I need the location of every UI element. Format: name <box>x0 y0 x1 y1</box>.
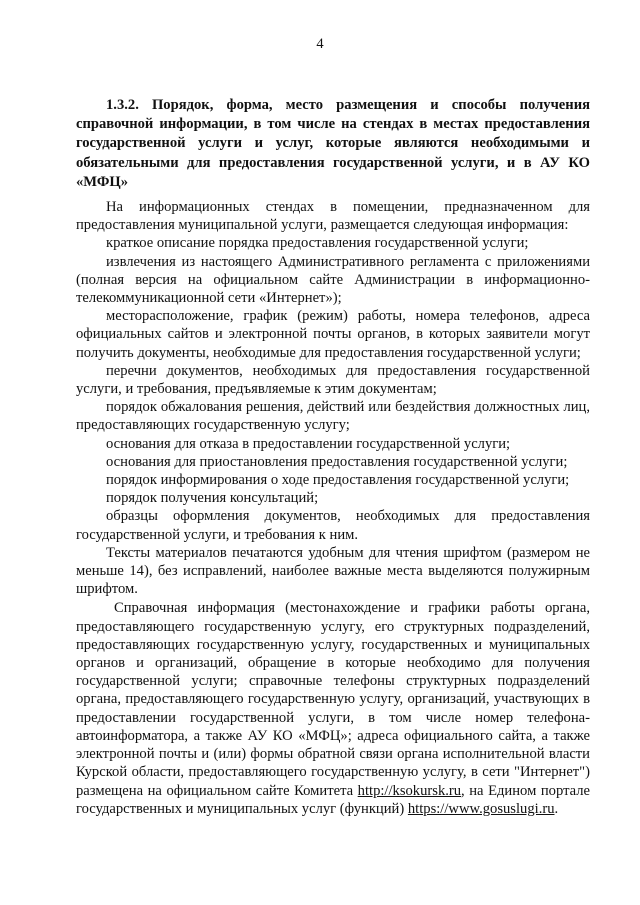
reference-info-paragraph <box>76 599 590 817</box>
document-body <box>76 198 590 818</box>
gosuslugi-link[interactable]: https://www.gosuslugi.ru <box>407 800 555 817</box>
reference-info-text: Справочная информация (местонахождение и графики работы органа, предоставляющего государственную услугу, его структурных подразделений, предоставляющих государственную услугу, государственных и муниципальных органов и организаций, обращение в которые необходимо для получения государственной услуги; справочные телефоны структурных подразделений органа, предоставляющего государственную услугу, организаций, участвующих в предоставлении государственной услуги, в том числе номер телефона-автоинформатора, а также АУ КО «МФЦ»; адреса официального сайта, а также электронной почты и (или) формы обратной связи органа исполнительной власти Курской области, предоставляющего государственную услугу, в сети "Интернет") размещена на официальном сайте Комитета <box>76 600 590 799</box>
list-item-paragraph: перечни документов, необходимых для предоставления государственной услуги, и требования, предъявляемые к этим документам; <box>76 362 590 398</box>
list-item-paragraph: основания для приостановления предоставления государственной услуги; <box>106 453 568 470</box>
page-number: 4 <box>316 36 324 52</box>
reference-info-text-middle: , на Едином портале государственных и муниципальных услуг (функций) <box>76 782 590 817</box>
list-item-paragraph: порядок обжалования решения, действий или бездействия должностных лиц, предоставляющих государственную услугу; <box>76 399 590 434</box>
reference-info-text-end: . <box>554 800 559 817</box>
list-item-paragraph: извлечения из настоящего Административного регламента с приложениями (полная версия на официальном сайте Администрации в информационно-телекоммуникационной сети «Интернет»); <box>76 253 590 307</box>
list-item-paragraph: образцы оформления документов, необходимых для предоставления государственной услуги, и требования к ним. <box>76 508 590 543</box>
list-item-paragraph: порядок получения консультаций; <box>106 490 319 507</box>
list-item-paragraph: порядок информирования о ходе предоставления государственной услуги; <box>106 472 570 489</box>
section-heading: 1.3.2. Порядок, форма, место размещения и способы получения справочной информации, в том числе на стендах в местах предоставления государственной услуги и услуг, которые являются необходимыми и обязательными для предоставления государственной услуги, и в АУ КО «МФЦ» <box>76 97 590 190</box>
committee-site-link[interactable]: http://ksokursk.ru <box>357 782 462 799</box>
body-paragraph: На информационных стендах в помещении, предназначенном для предоставления муниципальной услуги, размещается следующая информация: <box>76 199 590 234</box>
list-item-paragraph: месторасположение, график (режим) работы, номера телефонов, адреса официальных сайтов и электронной почты органов, в которых заявители могут получить документы, необходимые для предоставления государственной услуги; <box>76 308 590 361</box>
body-paragraph: Тексты материалов печатаются удобным для чтения шрифтом (размером не меньше 14), без исправлений, наиболее важные места выделяются полужирным шрифтом. <box>76 544 590 598</box>
list-item-paragraph: краткое описание порядка предоставления государственной услуги; <box>106 235 529 252</box>
list-item-paragraph: основания для отказа в предоставлении государственной услуги; <box>106 435 511 452</box>
